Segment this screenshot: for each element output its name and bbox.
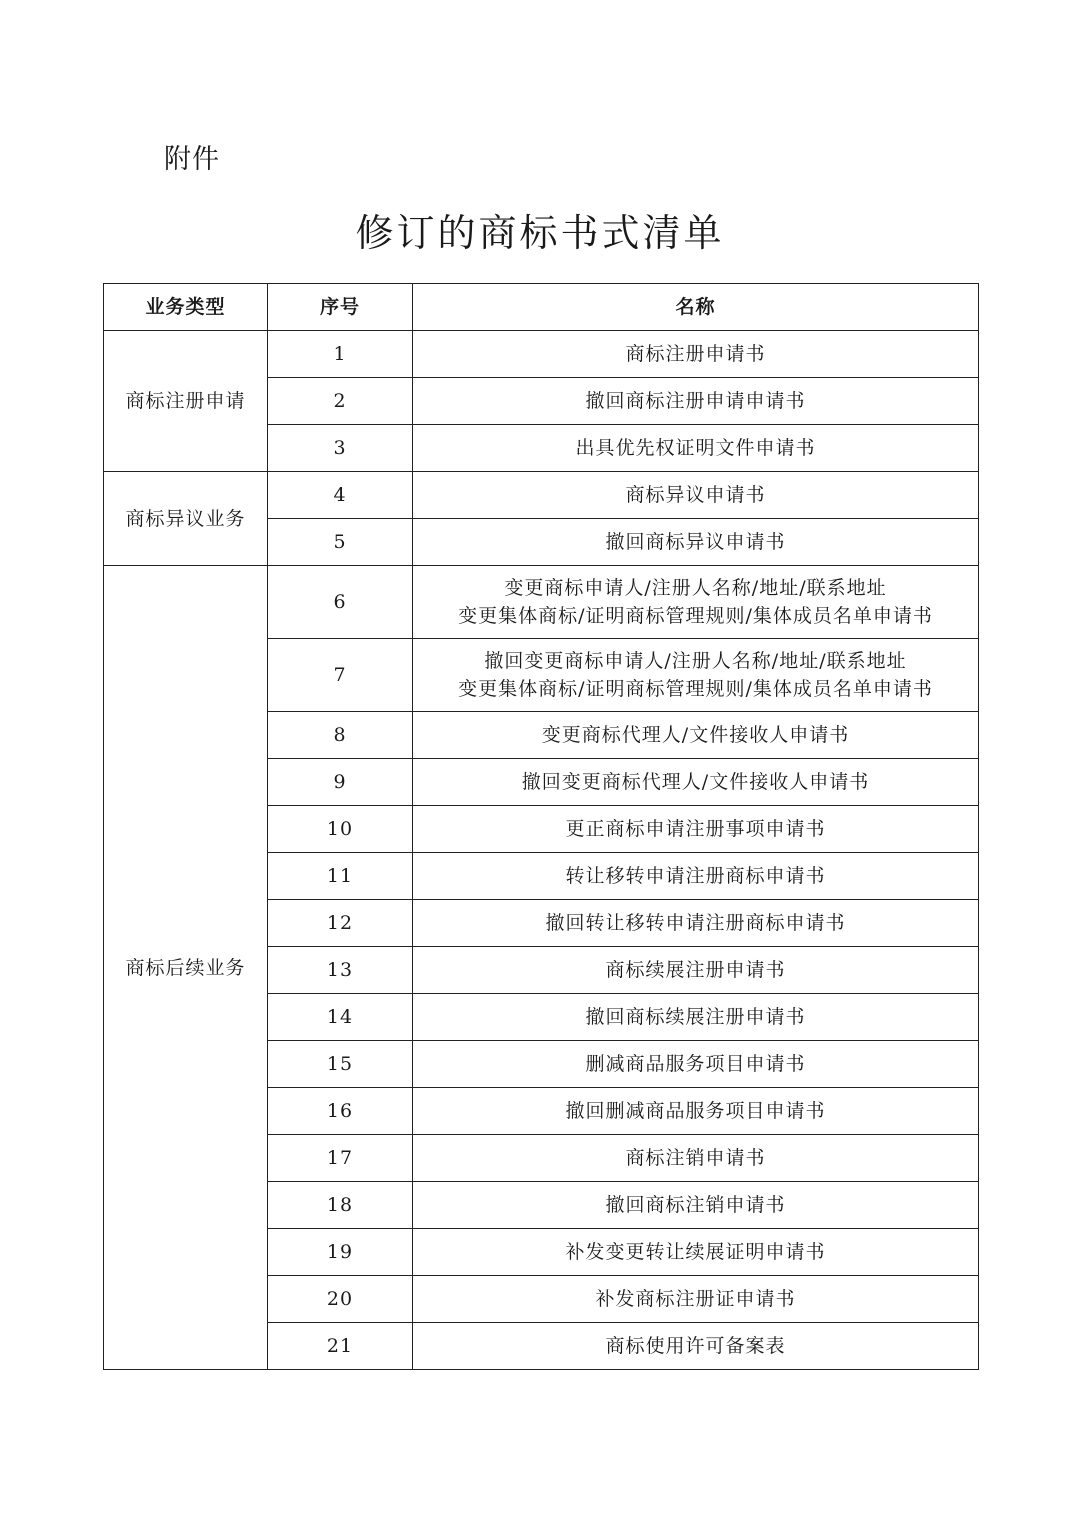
serial-number-cell: 4: [268, 472, 413, 519]
form-name-cell: [413, 994, 979, 1041]
serial-number-cell: 3: [268, 425, 413, 472]
form-name-line: 商标续展注册申请书: [605, 959, 786, 981]
form-name-cell: [413, 900, 979, 947]
form-name-line: 删减商品服务项目申请书: [585, 1053, 806, 1075]
form-name-line: 补发变更转让续展证明申请书: [565, 1241, 826, 1263]
form-name-line: 撤回变更商标申请人/注册人名称/地址/联系地址: [484, 650, 907, 672]
form-name-cell: [413, 806, 979, 853]
table-row: [104, 566, 979, 639]
table-row: [104, 331, 979, 378]
document-title: 修订的商标书式清单: [355, 211, 725, 255]
serial-number-cell: 12: [268, 900, 413, 947]
serial-number-cell: 20: [268, 1276, 413, 1323]
serial-number-cell: 1: [268, 331, 413, 378]
form-name-line: 变更商标申请人/注册人名称/地址/联系地址: [504, 577, 887, 599]
form-name-cell: [413, 566, 979, 639]
form-name-cell: [413, 1041, 979, 1088]
header-serial-number: 序号: [268, 284, 413, 331]
form-name-cell: [413, 639, 979, 712]
serial-number-cell: 11: [268, 853, 413, 900]
form-name-line: 补发商标注册证申请书: [595, 1288, 796, 1310]
form-name-line: 撤回变更商标代理人/文件接收人申请书: [521, 771, 870, 793]
form-name-line: 更正商标申请注册事项申请书: [565, 818, 826, 840]
header-business-type: 业务类型: [104, 284, 268, 331]
form-name-cell: [413, 947, 979, 994]
table-body: [104, 331, 979, 1370]
serial-number-cell: 18: [268, 1182, 413, 1229]
form-name-line: 撤回删减商品服务项目申请书: [565, 1100, 826, 1122]
form-name-line: 撤回商标注册申请申请书: [585, 390, 806, 412]
serial-number-cell: 15: [268, 1041, 413, 1088]
serial-number-cell: 21: [268, 1323, 413, 1370]
form-name-line: 变更商标代理人/文件接收人申请书: [541, 724, 850, 746]
table-row: [104, 472, 979, 519]
form-name-cell: [413, 519, 979, 566]
form-name-cell: [413, 853, 979, 900]
form-name-cell: [413, 472, 979, 519]
form-name-line: 商标注册申请书: [625, 343, 766, 365]
form-name-line: 商标异议申请书: [625, 484, 766, 506]
form-name-cell: [413, 712, 979, 759]
form-name-line: 变更集体商标/证明商标管理规则/集体成员名单申请书: [458, 605, 933, 627]
form-name-line: 商标注销申请书: [625, 1147, 766, 1169]
serial-number-cell: 10: [268, 806, 413, 853]
serial-number-cell: 19: [268, 1229, 413, 1276]
serial-number-cell: 2: [268, 378, 413, 425]
serial-number-cell: 14: [268, 994, 413, 1041]
business-type-cell: 商标注册申请: [104, 331, 268, 472]
serial-number-cell: 8: [268, 712, 413, 759]
table-header: [104, 284, 979, 331]
serial-number-cell: 9: [268, 759, 413, 806]
form-name-line: 商标使用许可备案表: [605, 1335, 786, 1357]
form-name-cell: [413, 1135, 979, 1182]
form-name-cell: [413, 1229, 979, 1276]
attachment-label: 附件: [164, 144, 220, 175]
serial-number-cell: 16: [268, 1088, 413, 1135]
form-name-cell: [413, 331, 979, 378]
serial-number-cell: 7: [268, 639, 413, 712]
form-name-cell: [413, 378, 979, 425]
trademark-forms-table: [103, 283, 979, 1370]
form-name-cell: [413, 425, 979, 472]
serial-number-cell: 5: [268, 519, 413, 566]
form-name-line: 撤回商标异议申请书: [605, 531, 786, 553]
form-name-cell: [413, 1182, 979, 1229]
form-name-line: 撤回转让移转申请注册商标申请书: [545, 912, 846, 934]
form-name-line: 撤回商标注销申请书: [605, 1194, 786, 1216]
form-name-cell: [413, 759, 979, 806]
business-type-cell: 商标异议业务: [104, 472, 268, 566]
business-type-cell: 商标后续业务: [104, 566, 268, 1370]
form-name-cell: [413, 1088, 979, 1135]
serial-number-cell: 13: [268, 947, 413, 994]
serial-number-cell: 6: [268, 566, 413, 639]
header-row: [104, 284, 979, 331]
form-name-line: 变更集体商标/证明商标管理规则/集体成员名单申请书: [458, 678, 933, 700]
serial-number-cell: 17: [268, 1135, 413, 1182]
form-name-line: 撤回商标续展注册申请书: [585, 1006, 806, 1028]
form-name-cell: [413, 1276, 979, 1323]
header-form-name: 名称: [413, 284, 979, 331]
form-name-cell: [413, 1323, 979, 1370]
form-name-line: 出具优先权证明文件申请书: [575, 437, 816, 459]
form-name-line: 转让移转申请注册商标申请书: [565, 865, 826, 887]
